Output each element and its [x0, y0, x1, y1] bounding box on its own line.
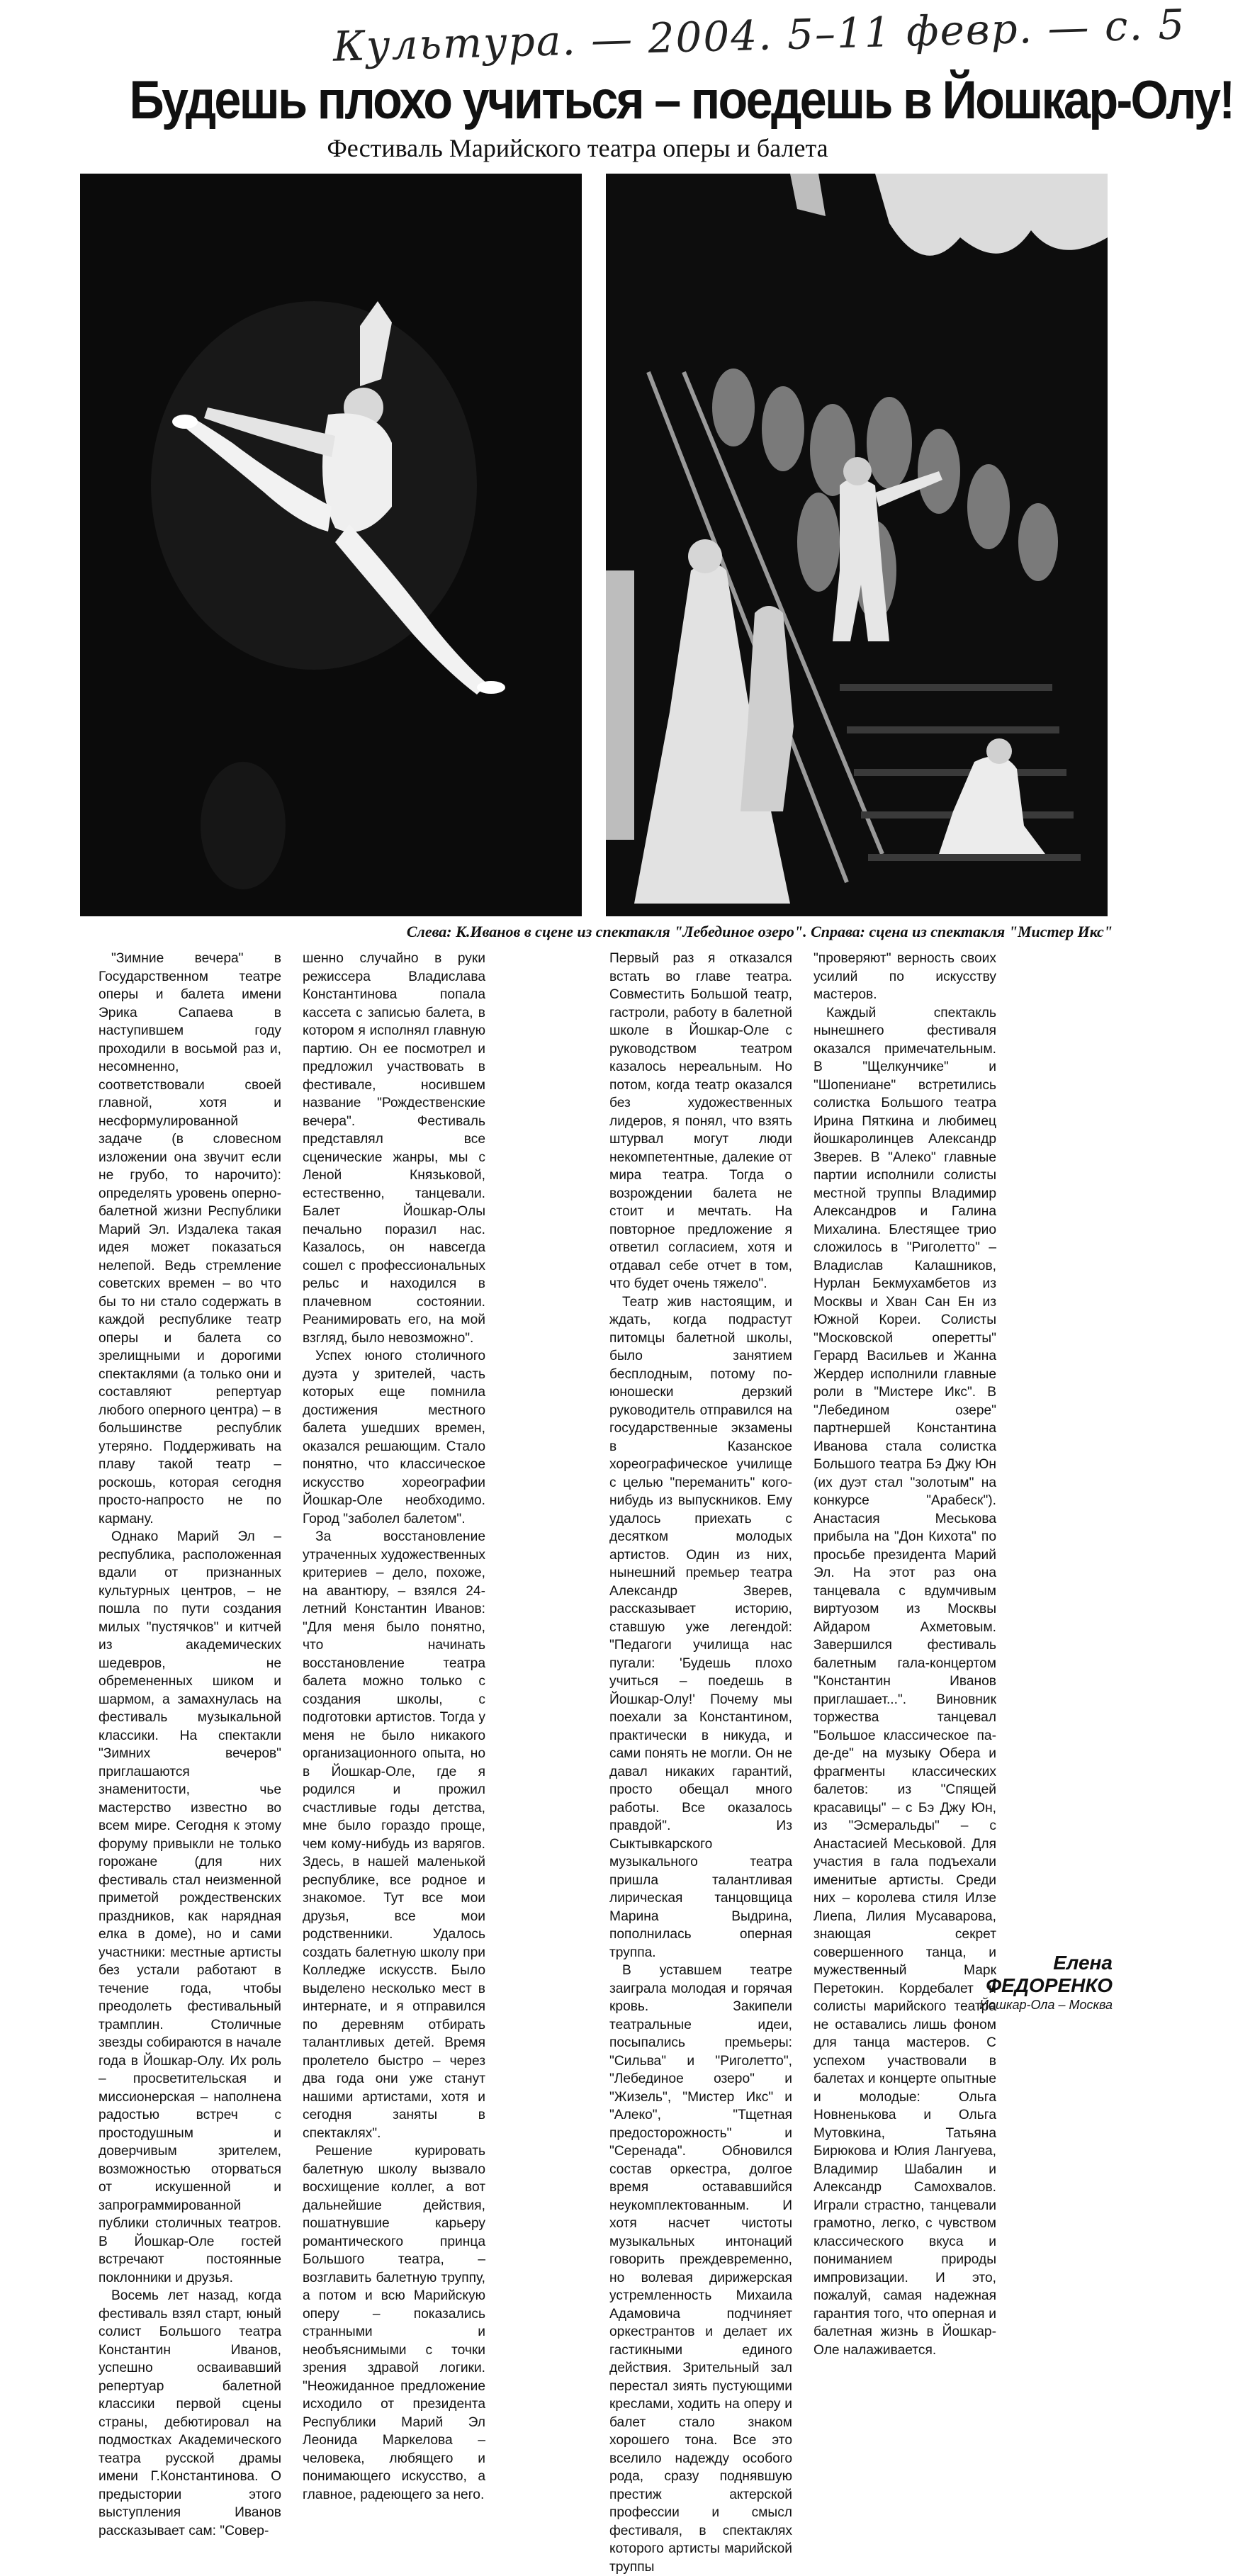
article-column-4	[813, 950, 996, 2358]
article-subheadline: Фестиваль Марийского театра оперы и балета	[327, 134, 828, 162]
author-location: Йошкар-Ола – Москва	[979, 1998, 1113, 2012]
paragraph: Успех юного столичного дуэта у зрителей, часть которых еще помнила достижения местного балета ушедших времен, оказался решающим. Стало понятно, что классическое искусство хореографии Йошкар-Оле необходимо. Город "заболел балетом".	[303, 1349, 485, 1526]
stage-scene-image	[606, 174, 1108, 916]
paragraph: Каждый спектакль нынешнего фестиваля оказался примечательным. В "Щелкунчике" и "Шопениане" встретились солистка Большого театра Ирина Пяткина и любимец йошкаролинцев Александр Зверев. В "Алеко" главные партии исполнили солисты местной труппы Владимир Александров и Галина Михалина. Блестящее трио сложилось в "Риголетто" – Владислав Калашников, Нурлан Бекмухамбетов из Москвы и Хван Сан Ен из Южной Кореи. Солисты "Московской оперетты" Герард Васильев и Жанна Жердер исполнили главные роли в "Мистере Икс". В "Лебедином озере" партнершей Константина Иванова стала солистка Большого театра Бэ Джу Юн (их дуэт стал "золотым" на конкурсе "Арабеск"). Анастасия Меськова прибыла на "Дон Кихота" по просьбе президента Марий Эл. На этот раз она танцевала с вдумчивым виртуозом из Москвы Айдаром Ахметовым. Завершился фестиваль балетным гала-концертом "Константин Иванов приглашает...". Виновник торжества танцевал "Большое классическое па-де-де" на музыку Обера и фрагменты классических балетов: из "Спящей красавицы" – с Бэ Джу Юн, из "Эсмеральды" – с Анастасией Меськовой. Для участия в гала подъехали именитые артисты. Среди них – королева стиля Илзе Лиепа, Лилия Мусаварова, знающая секрет совершенного танца, и мужественный Марк Перетокин. Кордебалет и солисты марийского театра не оставались лишь фоном для танца мастеров. С успехом участвовали в балетах и концерте опытные и молодые: Ольга Новненькова и Ольга Мутовкина, Татьяна Бирюкова и Юлия Лангуева, Владимир Шабалин и Александр Самохвалов. Играли страстно, танцевали грамотно, легко, с чувством классического вкуса и пониманием природы импровизации. И это, пожалуй, самая надежная гарантия того, что оперная и балетная жизнь в Йошкар-Оле налаживается.	[813, 1005, 996, 2358]
paragraph: Решение курировать балетную школу вызвало восхищение коллег, а вот дальнейшие действия, пошатнувшие карьеру романтического принца Большого театра, – возглавить балетную труппу, а потом и всю Марийскую оперу – показались странными и необъяснимыми с точки зрения здравой логики. "Неожиданное предложение исходило от президента Республики Марий Эл Леонида Маркелова – человека, любящего и понимающего искусство, а главное, радеющего за него.	[303, 2144, 485, 2502]
author-signature	[921, 1952, 1113, 2013]
paragraph: "Зимние вечера" в Государственном театре оперы и балета имени Эрика Сапаева в наступившем году проходили в восьмой раз и, несомненно, соответствовали своей главной, хотя и несформулированной задаче (в словесном изложении она звучит если не грубо, то нарочито): определять уровень оперно-балетной жизни Республики Марий Эл. Издалека такая идея может показаться нелепой. Ведь стремление советских времен – во что бы то ни стало содержать в каждой республике театр оперы и балета со зрелищными и дорогими спектаклями (а только они и составляют репертуар любого оперного центра) – в большинстве республик утеряно. Поддерживать на плаву такой театр – роскошь, которая сегодня просто-напросто не по карману.	[98, 951, 281, 1526]
paragraph: Однако Марий Эл – республика, расположенная вдали от признанных культурных центров, – не пошла по пути создания милых "пустячков" и китчей из академических шедевров, не обремененных шиком и шармом, а замахнулась на фестиваль музыкальной классики. На спектакли "Зимних вечеров" приглашаются знаменитости, чье мастерство известно во всем мире. Сегодня к этому форуму привыкли не только горожане (для них фестиваль стал неизменной приметой рождественских праздников, как нарядная елка в доме), но и сами участники: местные артисты без устали работают в течение года, чтобы преодолеть фестивальный трамплин. Столичные звезды собираются в начале года в Йошкар-Олу. Их роль – просветительская и миссионерская – наполнена радостью встреч с простодушным и доверчивым зрителем, возможностью оторваться от искушенной и запрограммированной публики столичных театров. В Йошкар-Оле гостей встречают постоянные поклонники и друзья.	[98, 1529, 282, 2285]
article-headline: Будешь плохо учиться – поедешь в Йошкар-Олу!	[129, 70, 1233, 130]
photo-stage-scene-mister-x	[606, 174, 1108, 916]
article-column-1	[98, 950, 282, 2538]
paragraph: "проверяют" верность своих усилий по искусству мастеров.	[813, 951, 996, 1002]
paragraph: шенно случайно в руки режиссера Владислава Константинова попала кассета с записью балета, в котором я исполнял главную партию. Он ее посмотрел и предложил участвовать в фестивале, носившем название "Рождественские вечера". Фестиваль представлял все сценические жанры, мы с Леной Князьковой, естественно, танцевали. Балет Йошкар-Олы печально поразил нас. Казалось, он навсегда сошел с профессиональных рельс и находился в плачевном состоянии. Реанимировать его, на мой взгляд, было невозможно".	[303, 951, 485, 1346]
photo-ballet-dancer-leap	[80, 174, 582, 916]
article-column-3	[609, 950, 792, 2575]
handwritten-citation-note: Культура. — 2004. 5–11 февр. — с. 5	[332, 0, 1186, 71]
author-name: Елена ФЕДОРЕНКО	[986, 1952, 1113, 1996]
paragraph: За восстановление утраченных художественных критериев – дело, похоже, на авантюру, – взялся 24-летний Константин Иванов: "Для меня было понятно, что начинать восстановление театра балета можно только с создания школы, с подготовки артистов. Тогда у меня не было никакого организационного опыта, но в Йошкар-Оле, где я родился и прожил счастливые годы детства, мне было гораздо проще, чем кому-нибудь из варягов. Здесь, в нашей маленькой республике, все родное и знакомое. Тут все мои друзья, все мои родственники. Удалось создать балетную школу при Колледже искусств. Было выделено несколько мест в интернате, и я отправился по деревням отбирать талантливых детей. Время пролетело быстро – через два года они уже станут нашими артистами, хотя и сегодня заняты в спектаклях".	[303, 1529, 485, 2141]
paragraph: Театр жив настоящим, и ждать, когда подрастут питомцы балетной школы, было занятием бесплодным, потому по-юношески дерзкий руководитель отправился на государственные экзамены в Казанское хореографическое училище с целью "переманить" кого-нибудь из выпускников. Ему удалось приехать с десятком молодых артистов. Один из них, нынешний премьер театра Александр Зверев, рассказывает историю, ставшую уже легендой: "Педагоги училища нас пугали: 'Будешь плохо учиться – поедешь в Йошкар-Олу!' Почему мы поехали за Константином, практически в никуда, и сами понять не могли. Он не давал никаких гарантий, просто обещал много работы. Все оказалось правдой". Из Сыктывкарского музыкального театра пришла талантливая лирическая танцовщица Марина Выдрина, пополнилась оперная труппа.	[609, 1294, 792, 1960]
photo-caption: Слева: К.Иванов в сцене из спектакля "Лебединое озеро". Справа: сцена из спектакля "Мистер Икс"	[406, 923, 1113, 940]
paragraph: В уставшем театре заиграла молодая и горячая кровь. Закипели театральные идеи, посыпались премьеры: "Сильва" и "Риголетто", "Лебединое озеро" и "Жизель", "Мистер Икс" и "Алеко", "Тщетная предосторожность" и "Серенада". Обновился состав оркестра, долгое время остававшийся неукомплектованным. И хотя насчет чистоты музыкальных интонаций говорить преждевременно, но волевая дирижерская устремленность Михаила Адамовича подчиняет оркестрантов и делает их гастикными единого действия. Зрительный зал перестал зиять пустующими креслами, ходить на оперу и балет стало знаком хорошего тона. Все это вселило надежду особого рода, сразу поднявшую престиж актерской профессии и смысл фестиваля, в спектаклях которого артисты марийской труппы	[609, 1963, 792, 2575]
paragraph: Восемь лет назад, когда фестиваль взял старт, юный солист Большого театра Константин Иванов, успешно осваивавший репертуар балетной классики первой сцены страны, дебютировал на подмостках Академического театра русской драмы имени Г.Константинова. О предыстории этого выступления Иванов рассказывает сам: "Совер-	[98, 2288, 281, 2538]
article-column-2	[303, 950, 485, 2502]
paragraph: Первый раз я отказался встать во главе театра. Совместить Большой театр, гастроли, работу в балетной школе в Йошкар-Оле с руководством театром казалось нереальным. Но потом, когда театр оказался без художественных лидеров, я понял, что взять штурвал могут люди некомпетентные, далекие от мира театра. Тогда о возрождении балета не стоит и мечтать. На повторное предложение я ответил согласием, хотя и отдавал себе отчет в том, что будет очень тяжело".	[609, 951, 792, 1291]
dancer-silhouette-image	[80, 174, 582, 916]
